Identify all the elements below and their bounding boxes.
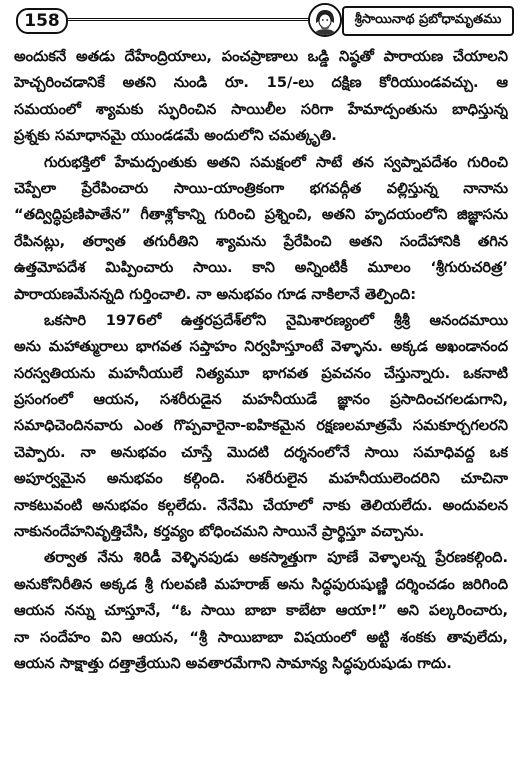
text-line: ప్రశ్నకు సమాధానమై యుండడమే అందులోని చమత్కృతి.	[14, 127, 337, 145]
text-line: నా సందేహం విని ఆయన, “శ్రీ సాయిబాబా విషయంలో అట్టి శంకకు తావులేదు,	[14, 628, 508, 646]
page-body-text	[14, 44, 508, 677]
text-line: నాకునందేహనివృత్తిచేసి, కర్తవ్యం బోధించమని సాయినే ప్రార్థిస్తూ వచ్చాను.	[14, 523, 425, 541]
text-line: తర్వాత నేను శిరిడీ వెళ్ళినపుడు అకస్మాత్తుగా పూణే వెళ్ళాలన్న ప్రేరణకల్గింది.	[44, 549, 508, 567]
text-line: నాకటువంటి అనుభవం కల్గలేదు. నేనేమి చేయాలో నాకు తెలియలేదు. అందువలన	[14, 496, 508, 514]
text-line: రేపినట్లు, తర్వాత తగురీతిని శ్యామను ప్రేరేపించి అతని సందేహానికి తగిన	[14, 232, 508, 250]
page-number: 158	[16, 8, 68, 34]
text-line: ఉత్తమోపదేశ మిప్పించారు సాయి. కాని అన్నింటికీ మూలం ‘శ్రీగురుచరిత్ర’	[14, 259, 508, 277]
text-line: సరస్వతియను మహనీయులే నిత్యమూ భాగవత ప్రవచనం చేస్తున్నారు. ఒకనాటి	[14, 364, 508, 382]
text-line: గురుభక్తిలో హేమద్పంతుకు అతని సమక్షంలో సాటే తన స్వప్నాపదేశం గురించి	[44, 153, 508, 171]
text-line: ఆయన సాక్షాత్తు దత్తాత్రేయుని అవతారమేగాని సామాన్య సిద్ధపురుషుడు గాదు.	[14, 654, 452, 672]
text-line: ఒకసారి 1976లో ఉత్తరప్రదేశ్‌లోని నైమిశారణ్యంలో శ్రీశ్రీ ఆనందమాయి	[44, 311, 508, 329]
sai-baba-portrait-icon	[308, 3, 342, 37]
text-line: చెప్పేలా ప్రేరేపించారు సాయి-యాంత్రికంగా భగవద్గీత వల్లిస్తున్న నానాను	[14, 179, 508, 197]
text-line: అపూర్వమైన అనుభవం కల్గింది. సశరీరులైన మహనీయులెందరిని చూచినా	[14, 470, 508, 488]
text-line: అను మహాత్మురాలు భాగవత సప్తాహం నిర్వహిస్తూంటే వెళ్ళాను. అక్కడ అఖండానంద	[14, 338, 508, 356]
text-line: “తద్విద్ధిప్రణిపాతేన” గీతాశ్లోకాన్ని గురించి ప్రశ్నించి, అతని హృదయంలోని జిజ్ఞాసను	[14, 206, 508, 224]
text-line: అందుకనే అతడు దేహేంద్రియాలు, పంచప్రాణాలు ఒడ్డి నిష్ఠతో పారాయణ చేయాలని	[14, 48, 508, 65]
text-line: సమయంలో శ్యామకు స్ఫురించిన సాయిలీల సరిగా హేమాద్పంతును బాధిస్తున్న	[14, 100, 508, 118]
book-title: శ్రీసాయినాథ ప్రబోధామృతము	[342, 6, 514, 36]
header-rule	[66, 18, 342, 21]
text-line: పారాయణమేనన్నది గుర్తించాలి. నా అనుభవం గూడ నాకిలానే తెల్పింది:	[14, 285, 417, 303]
text-line: ప్రసంగంలో ఆయన, సశరీరుడైన మహనీయుడే జ్ఞానం ప్రసాదించగలడుగాని,	[14, 391, 508, 409]
text-line: అనుకోనిరీతిన అక్కడ శ్రీ గులవణి మహరాజ్ అను సిద్ధపురుషుణ్ణి దర్శించడం జరిగింది	[14, 575, 508, 593]
text-line: ఆయన నన్ను చూస్తూనే, “ఓ సాయి బాబా కాబేటా ఆయా!” అని పల్కరించారు,	[14, 602, 508, 620]
text-line: సమాధిచెందినవారు ఎంత గొప్పవారైనా-ఐహికమైన రక్షణలమాత్రమే సమకూర్చగలరని	[14, 417, 508, 435]
text-line: చెప్పారు. నా అనుభవం చూస్తే మొదటి దర్శనంలోనే సాయి సమాధివద్ద ఒక	[14, 443, 508, 461]
text-line: హెచ్చరించడానికే అతని నుండి రూ. 15/-లు దక్షిణ కోరియుండవచ్చు. ఆ	[14, 74, 508, 92]
page-header	[12, 2, 512, 36]
